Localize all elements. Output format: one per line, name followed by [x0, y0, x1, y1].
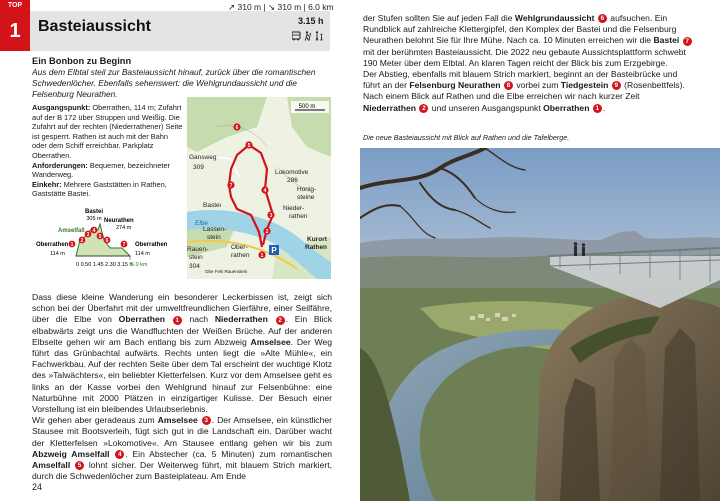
profile-marker-2: 2 [80, 237, 84, 244]
map-label-lokomotive: Lokomotive [275, 169, 309, 176]
profile-left-alt: 114 m [50, 251, 65, 257]
map-label-rathen2: rathen [289, 213, 308, 220]
body-right-p6: (Rosenbettfels). Nach einem Blick auf Rathen und die Elbe erreichen wir nach kurzer Zeit [363, 80, 685, 102]
family-icon [316, 31, 323, 40]
inn-text: Mehrere Gaststätten in Rathen, Gaststätte Bastei. [32, 179, 167, 199]
map-marker-6: 6 [235, 124, 239, 131]
map-label-steine: steine [297, 194, 315, 201]
map-label-niederrathen: Nieder- [283, 205, 305, 212]
body-right-p3: mit der berühmten Basteiaussicht. Die 2022 neu gebaute Aussichtsplattform schwebt 190 Meter über dem Elbtal. An klaren Tagen reicht der Blick bis zum Erzgebirge. [363, 46, 686, 68]
map-label-304: 304 [189, 263, 200, 270]
place-abzweig-amselfall: Abzweig Amselfall [32, 448, 110, 459]
top-tag: TOP [0, 0, 30, 11]
marker-8: 8 [504, 81, 513, 90]
requirements-text: Bequemer, bezeichneter Wanderweg. [32, 160, 171, 180]
map-marker-7: 7 [229, 182, 233, 189]
map-label-kurort2: Rathen [305, 244, 328, 251]
map-label-honig: Honig- [297, 186, 317, 193]
profile-marker-4: 4 [92, 227, 96, 234]
place-oberrathen: Oberrathen [118, 314, 165, 325]
elevation-profile [30, 200, 190, 280]
map-label-bastei: Basteι [203, 202, 222, 209]
place-felsenburg: Felsenburg Neurathen [409, 80, 501, 91]
profile-amselfall: Amselfall [58, 228, 85, 234]
profile-peak-name: Bastei [84, 209, 104, 215]
marker-4: 4 [115, 450, 124, 459]
tour-title: Basteiaussicht [38, 18, 151, 35]
body-right-p7: und unseren Ausgangspunkt [429, 102, 544, 113]
profile-distance: 6.0 km [131, 262, 148, 268]
tour-number: 1 [0, 11, 30, 51]
place-niederrathen: Niederrathen [214, 314, 268, 325]
bastei-photo [360, 148, 720, 501]
map-label-lassen: Lassen- [203, 226, 227, 233]
map-marker-3: 3 [269, 212, 273, 219]
map-label-stein: stein [207, 234, 221, 241]
profile-neurathen-name: Neurathen [104, 218, 134, 224]
map-marker-1: 1 [260, 252, 264, 259]
map-label-gansweg: Gansweg [189, 154, 217, 161]
place-tiedgestein: Tiedgestein [560, 80, 609, 91]
marker-7: 7 [683, 37, 692, 46]
body-left-p3: . Ein Blick elbabwärts zeigt uns die Wandfluchten der Weißen Brüche. Auf der anderen Elbseite gehen wir am Bach entlang bis zum Abzweig [32, 314, 332, 347]
profile-marker-3: 3 [86, 231, 90, 238]
hiking-icon [305, 31, 311, 40]
map-label-rauen: Rauen- [187, 246, 209, 253]
body-text-right [363, 13, 693, 114]
start-text: Oberrathen, 114 m; Zufahrt auf der B 172 über Struppen und Weißig. Die Zufahrt auf der rechten (Niederrathener) Seite ist gesperrt. Rathen ist auch mit der Bahn oder dem Schiff erreichbar. Parkplatz Oberrathen. [32, 103, 183, 160]
body-left-p4: . Der Weg führt das Grünbachtal aufwärts. Rechts unten liegt die »Alte Mühle«, ein Fachwerkbau. Auf der rechten Seite über dem Tal erscheint der wuchtige Klotz des »Talwächters«, ein beliebter Kletterfelsen. Kurz vor dem Amselsee geht es links an der Kasse vorbei den Wehlgrund hinauf zur Felsenbühne: eine Naturbühne mit 2000 Plätzen in einzigartiger Kulisse. Der Besuch einer Vorstellung ist ein bleibendes Urlaubserlebnis. [32, 336, 332, 415]
map-label-stein2: stein [189, 254, 203, 261]
profile-neurathen-alt: 274 m [116, 225, 132, 231]
marker-3: 3 [202, 416, 211, 425]
bus-icon [292, 32, 300, 41]
intro-heading: Ein Bonbon zu Beginn [32, 56, 132, 66]
place-niederrathen-2: Niederrathen [363, 102, 417, 113]
map-label-309: 309 [193, 164, 204, 171]
profile-marker-5: 5 [98, 233, 102, 240]
map-label-rathen: rathen [231, 252, 250, 259]
marker-5: 5 [75, 461, 84, 470]
body-right-p8: . [602, 102, 606, 113]
body-text-left [32, 292, 332, 482]
profile-marker-1: 1 [70, 241, 74, 248]
intro-text: Aus dem Elbtal steil zur Basteiaussicht hinauf, zurück über die romantischen Schwedenlöcher. Ebenfalls sehenswert: die Wehlgrundaussicht und die Felsenburg Neurathen. [32, 67, 316, 99]
profile-marker-6: 6 [105, 237, 109, 244]
profile-peak-alt: 305 m [86, 216, 102, 222]
profile-right-alt: 114 m [135, 251, 150, 257]
map-marker-4: 4 [263, 187, 267, 194]
tour-duration: 3.15 h [298, 16, 324, 26]
body-left-p8: lohnt sicher. Der Weiterweg führt, mit blauem Strich markiert, durch die Schwedenlöcher zum Basteiplateau. Am Ende [32, 460, 332, 482]
parking-icon: P [271, 246, 277, 255]
body-right-p4: Der Abstieg, ebenfalls mit blauem Strich markiert, beginnt an der Basteibrücke und führt an der [363, 69, 678, 91]
body-left-p7: . Ein Abstecher (ca. 5 Minuten) zum romantischen [125, 448, 332, 459]
start-label: Ausgangspunkt: [32, 103, 91, 112]
tour-icons [292, 31, 326, 43]
place-wehlgrundaussicht: Wehlgrundaussicht [514, 13, 595, 23]
marker-1: 1 [173, 316, 182, 325]
marker-9: 9 [612, 81, 621, 90]
body-left-p2: nach [182, 314, 215, 325]
map-label-rauenstein-small: Obe Fels Rauenstein [205, 269, 248, 274]
map-label-elbe: Elbe [195, 220, 209, 227]
marker-1b: 1 [593, 104, 602, 113]
body-left-p5: Wir gehen aber geradeaus zum [32, 415, 158, 426]
marker-2: 2 [276, 316, 285, 325]
profile-left-name: Oberrathen [36, 242, 69, 248]
body-right-p5: vorbei zum [513, 80, 561, 91]
place-amselsee: Amselsee [250, 336, 291, 347]
place-amselsee-2: Amselsee [157, 415, 198, 426]
map-marker-5: 5 [247, 142, 251, 149]
tour-stats: ↗ 310 m | ↘ 310 m | 6.0 km [228, 2, 334, 12]
map-label-286: 286 [287, 177, 298, 184]
map-marker-2: 2 [265, 228, 269, 235]
title-bar [30, 11, 330, 51]
inn-label: Einkehr: [32, 179, 62, 189]
page-number: 24 [32, 482, 43, 492]
requirements-label: Anforderungen: [32, 160, 88, 170]
body-right-p2: aufsuchen. Ein Rundblick auf zahlreiche Klettergipfel, den Komplex der Bastei und die Felsenburg Neurathen belohnt Sie für Ihre Mühe. Nach ca. 10 Minuten erreichen wir die [363, 13, 677, 46]
map-label-kurort: Kurort [307, 236, 327, 243]
place-oberrathen-2: Oberrathen [543, 102, 590, 113]
map-label-ober: Ober- [231, 244, 248, 251]
profile-marker-7: 7 [122, 241, 126, 248]
info-box [32, 103, 184, 199]
place-bastei: Bastei [653, 35, 680, 46]
map-scale: 500 m [298, 104, 316, 110]
route-map [187, 97, 331, 279]
marker-6: 6 [598, 14, 607, 23]
photo-caption: Die neue Basteiaussicht mit Blick auf Rathen und die Tafelberge. [363, 133, 570, 142]
marker-2b: 2 [419, 104, 428, 113]
body-left-p6: . Der Amselsee, ein künstlicher Stausee mit Bootsverleih, fügt sich gut in die Landschaft ein. Darüber wacht der Kletterfelsen »Lokomotive«. Am Stausee entlang gehen wir bis zum [32, 415, 332, 448]
body-right-p1: der Stufen sollten Sie auf jeden Fall die [363, 13, 515, 23]
place-amselfall: Amselfall [32, 460, 71, 471]
profile-right-name: Oberrathen [135, 242, 168, 248]
profile-ticks: 0 0.50 1.45 2.30 3.15 h [76, 262, 133, 268]
body-left-p1: Dass diese kleine Wanderung ein besonderer Leckerbissen ist, zeigt sich schon bei der Überfahrt mit der umweltfreundlichen Gierfähre, einer Seilfähre, über die Elbe von [32, 292, 332, 325]
